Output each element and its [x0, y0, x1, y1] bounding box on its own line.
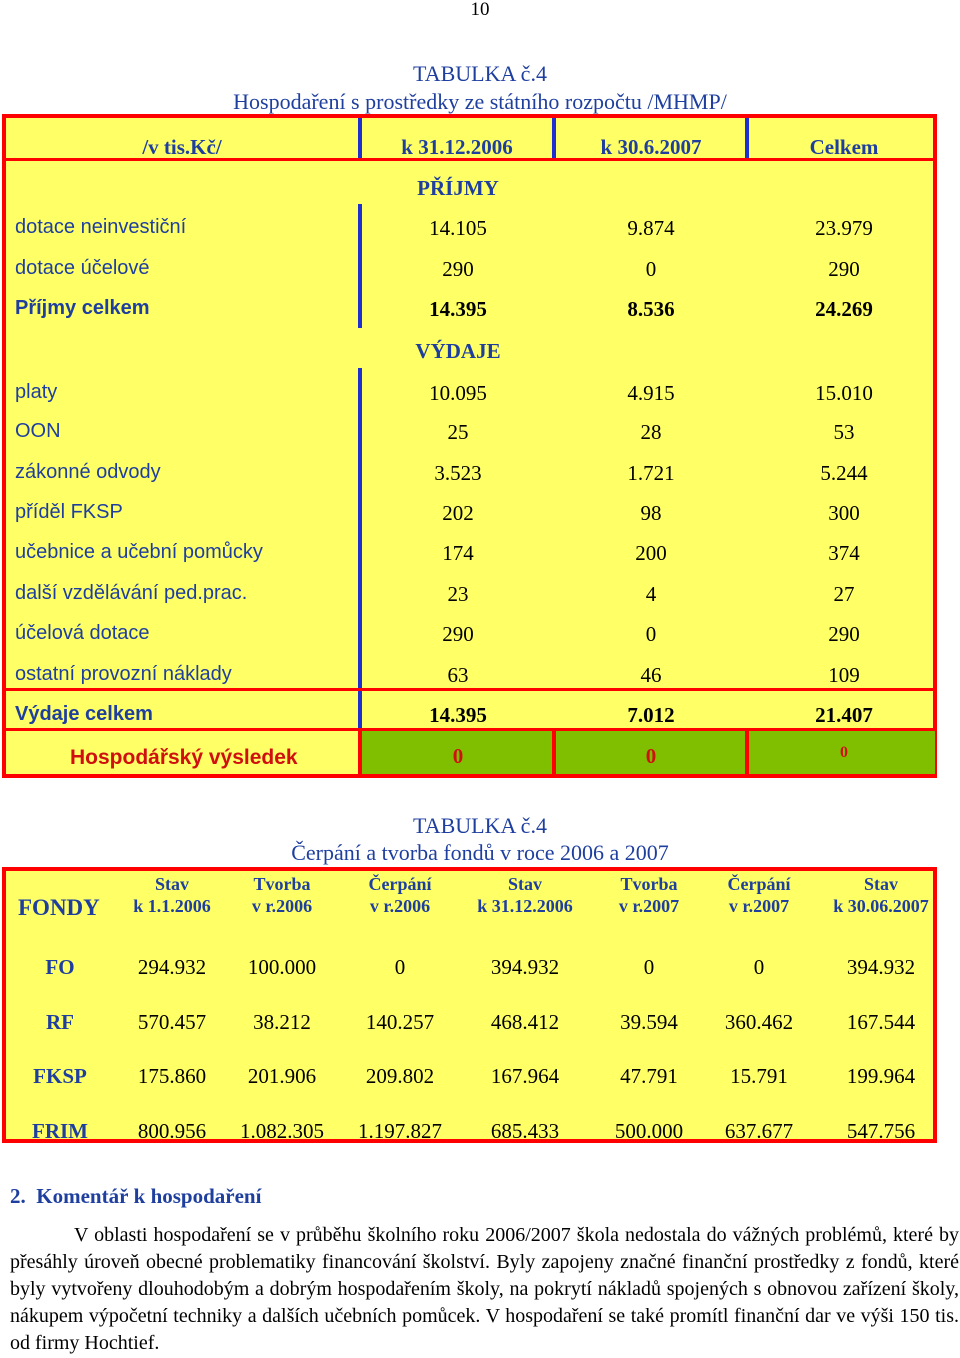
- cell-value: 100.000: [247, 955, 317, 979]
- cell-value: 167.544: [846, 1010, 916, 1034]
- column-header-2006: k 31.12.2006: [401, 135, 513, 159]
- cell-value: 374: [828, 541, 860, 565]
- cell-value: 0: [643, 955, 655, 979]
- column-header-line1: Stav: [507, 874, 542, 894]
- section-heading: [10, 1184, 261, 1209]
- column-header-line1: Tvorba: [620, 874, 678, 894]
- table2-subtitle: Čerpání a tvorba fondů v roce 2006 a 2007: [291, 840, 669, 865]
- column-header-line2: v r.2007: [728, 896, 790, 916]
- fund-label: RF: [46, 1010, 74, 1034]
- section-income: PŘÍJMY: [417, 176, 499, 200]
- cell-value: 46: [640, 663, 662, 687]
- cell-value: 1.082.305: [240, 1119, 324, 1143]
- column-header-line1: Stav: [863, 874, 898, 894]
- cell-value: 5.244: [820, 461, 868, 485]
- cell-value: 47.791: [620, 1064, 678, 1088]
- row-label: účelová dotace: [15, 622, 150, 644]
- cell-value: 570.457: [137, 1010, 207, 1034]
- column-header: [594, 873, 704, 917]
- cell-value: 15.010: [815, 381, 873, 405]
- fund-label: FO: [45, 955, 75, 979]
- row-label: dotace neinvestiční: [15, 216, 187, 238]
- table1-subtitle: Hospodaření s prostředky ze státního rozpočtu /MHMP/: [233, 89, 727, 114]
- cell-value: 9.874: [627, 216, 675, 240]
- funds-table: [2, 867, 937, 1143]
- cell-value: 290: [442, 257, 474, 281]
- row-label: ostatní provozní náklady: [15, 663, 232, 685]
- cell-value: 637.677: [724, 1119, 794, 1143]
- cell-value: 202: [442, 501, 474, 525]
- column-header-line2: k 1.1.2006: [133, 896, 211, 916]
- column-header: [232, 873, 332, 917]
- cell-value: 394.932: [846, 955, 916, 979]
- divider: [358, 204, 362, 328]
- cell-value: 8.536: [627, 297, 675, 321]
- cell-value: 24.269: [815, 297, 873, 321]
- row-label: OON: [15, 420, 61, 442]
- cell-value: 175.860: [137, 1064, 207, 1088]
- cell-value: 98: [640, 501, 662, 525]
- cell-value: 15.791: [730, 1064, 788, 1088]
- cell-value: 290: [828, 257, 860, 281]
- row-label: učebnice a učební pomůcky: [15, 541, 263, 563]
- row-label: platy: [15, 381, 58, 403]
- cell-value: 140.257: [365, 1010, 435, 1034]
- cell-value: 199.964: [846, 1064, 916, 1088]
- column-header-total: Celkem: [809, 135, 879, 159]
- section-number: 2.: [10, 1184, 26, 1208]
- cell-value: 14.395: [429, 297, 487, 321]
- cell-value: 27: [833, 582, 855, 606]
- fund-label: FRIM: [32, 1119, 88, 1143]
- cell-value: 0: [645, 257, 657, 281]
- result-label: Hospodářský výsledek: [70, 746, 298, 769]
- cell-value: 290: [442, 622, 474, 646]
- column-header: [345, 873, 455, 917]
- cell-value: 10.095: [429, 381, 487, 405]
- cell-value: 685.433: [490, 1119, 560, 1143]
- fund-label: FKSP: [33, 1064, 87, 1088]
- cell-value: 290: [828, 622, 860, 646]
- divider: [6, 688, 935, 691]
- cell-value: 200: [635, 541, 667, 565]
- cell-value: 14.395: [429, 703, 487, 727]
- column-header-line1: Čerpání: [727, 874, 791, 894]
- cell-value: 28: [640, 420, 662, 444]
- row-header-funds: FONDY: [18, 895, 100, 920]
- column-header: [460, 873, 590, 917]
- cell-value: 174: [442, 541, 474, 565]
- section-expenses: VÝDAJE: [415, 339, 501, 363]
- cell-value: 23.979: [815, 216, 873, 240]
- column-header-2007: k 30.6.2007: [600, 135, 702, 159]
- cell-value: 14.105: [429, 216, 487, 240]
- cell-value: 53: [833, 420, 855, 444]
- cell-value: 109: [828, 663, 860, 687]
- cell-value: 1.197.827: [358, 1119, 442, 1143]
- cell-value: 23: [447, 582, 469, 606]
- row-label: dotace účelové: [15, 257, 150, 279]
- cell-value: 39.594: [620, 1010, 678, 1034]
- divider: [358, 731, 362, 774]
- column-header-line2: v r.2007: [618, 896, 680, 916]
- cell-value: 0: [645, 622, 657, 646]
- cell-value: 167.964: [490, 1064, 560, 1088]
- column-header-unit: /v tis.Kč/: [142, 135, 222, 159]
- column-header: [704, 873, 814, 917]
- cell-value: 394.932: [490, 955, 560, 979]
- column-header-line1: Čerpání: [368, 874, 432, 894]
- cell-value: 201.906: [247, 1064, 317, 1088]
- table2-title: TABULKA č.4: [413, 813, 547, 838]
- column-header: [122, 873, 222, 917]
- column-header-line2: k 31.12.2006: [477, 896, 573, 916]
- budget-table: [2, 114, 937, 778]
- row-label-expense-total: Výdaje celkem: [15, 703, 153, 725]
- cell-value: 0: [394, 955, 406, 979]
- column-header-line2: v r.2006: [251, 896, 313, 916]
- cell-value: 547.756: [846, 1119, 916, 1143]
- row-label: další vzdělávání ped.prac.: [15, 582, 248, 604]
- cell-value: 7.012: [627, 703, 675, 727]
- table1-title: TABULKA č.4: [413, 61, 547, 86]
- cell-value: 63: [447, 663, 469, 687]
- cell-value: 209.802: [365, 1064, 435, 1088]
- divider: [358, 368, 362, 730]
- cell-value: 21.407: [815, 703, 873, 727]
- comment-paragraph: V oblasti hospodaření se v průběhu školního roku 2006/2007 škola nedostala do vážných problémů, které by přesáhly úroveň obecné problematiky financování školství. Byly zapojeny značné finanční prostředky z fondů, které byly vytvořeny dlouhodobým a dobrým hospodařením školy, na pokrytí nákladů spojených s obnovou zařízení školy, nákupem výpočetní techniky a dalších učebních pomůcek. V hospodaření se také promítl finanční dar ve výši 150 tis. od firmy Hochtief.: [10, 1224, 959, 1354]
- column-header-line2: k 30.06.2007: [833, 896, 929, 916]
- cell-value: 4.915: [627, 381, 675, 405]
- cell-value: 0: [753, 955, 765, 979]
- cell-value: 4: [645, 582, 657, 606]
- cell-value: 3.523: [434, 461, 482, 485]
- cell-value: 800.956: [137, 1119, 207, 1143]
- cell-value: 360.462: [724, 1010, 794, 1034]
- column-header-line1: Tvorba: [253, 874, 311, 894]
- column-header-line1: Stav: [154, 874, 189, 894]
- result-value: 0: [645, 744, 657, 768]
- row-label: zákonné odvody: [15, 461, 161, 483]
- cell-value: 468.412: [490, 1010, 560, 1034]
- result-value: 0: [840, 744, 848, 761]
- cell-value: 294.932: [137, 955, 207, 979]
- result-value: 0: [452, 744, 464, 768]
- column-header-line2: v r.2006: [369, 896, 431, 916]
- cell-value: 500.000: [614, 1119, 684, 1143]
- column-header: [818, 873, 944, 917]
- cell-value: 38.212: [253, 1010, 311, 1034]
- row-label-income-total: Příjmy celkem: [15, 297, 150, 319]
- row-label: příděl FKSP: [15, 501, 123, 523]
- cell-value: 25: [447, 420, 469, 444]
- cell-value: 1.721: [627, 461, 675, 485]
- page-number: 10: [470, 0, 490, 20]
- section-title: Komentář k hospodaření: [36, 1184, 262, 1208]
- cell-value: 300: [828, 501, 860, 525]
